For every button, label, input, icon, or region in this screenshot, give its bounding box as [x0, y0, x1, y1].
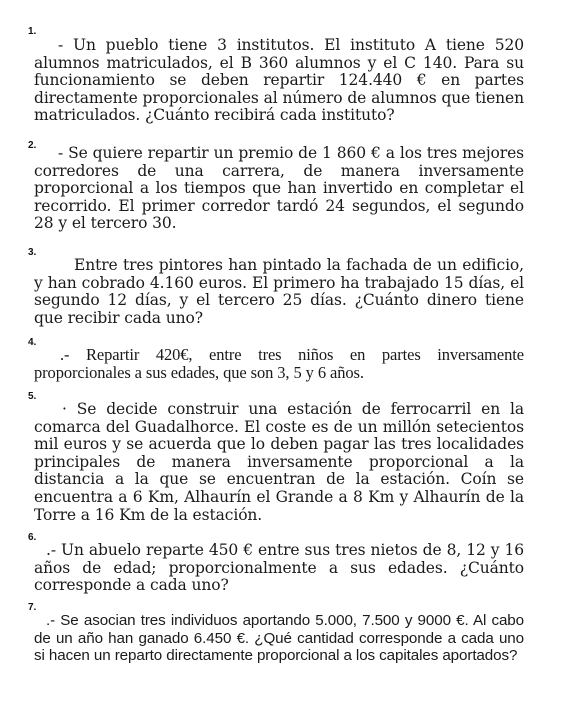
- problem-number-6: 6.: [28, 532, 37, 543]
- problem-text-2: - Se quiere repartir un premio de 1 860 € a los tres mejores corredores de una carrera, de manera inversamente proporcional a los tiempos que han invertido en completar el recorrido. El primer corredor tardó 24 segundos, el segundo 28 y el tercero 30.: [34, 144, 524, 233]
- problem-number-4: 4.: [28, 337, 37, 348]
- problem-number-1: 1.: [28, 26, 37, 37]
- problem-text-5: · Se decide construir una estación de ferrocarril en la comarca del Guadalhorce. El coste es de un millón setecientos mil euros y se acuerda que lo deben pagar las tres localidades principales de manera inversamente proporcional a la distancia a la que se encuentran de la estación. Coín se encuentra a 6 Km, Alhaurín el Grande a 8 Km y Alhaurín de la Torre a 16 Km de la estación.: [34, 400, 524, 524]
- problem-text-6: .- Un abuelo reparte 450 € entre sus tres nietos de 8, 12 y 16 años de edad; proporcionalmente a sus edades. ¿Cuánto corresponde a cada uno?: [34, 541, 524, 595]
- problem-number-7: 7.: [28, 602, 37, 613]
- problem-number-5: 5.: [28, 391, 37, 402]
- problem-text-4: .- Repartir 420€, entre tres niños en partes inversamente proporcionales a sus edades, que son 3, 5 y 6 años.: [34, 345, 524, 382]
- problem-text-7: .- Se asocian tres individuos aportando 5.000, 7.500 y 9000 €. Al cabo de un año han ganado 6.450 €. ¿Qué cantidad corresponde a cada uno si hacen un reparto directamente proporcional a los capitales aportados?: [34, 612, 524, 665]
- problem-text-1: - Un pueblo tiene 3 institutos. El instituto A tiene 520 alumnos matriculados, el B 360 alumnos y el C 140. Para su funcionamiento se deben repartir 124.440 € en partes directamente proporcionales al número de alumnos que tienen matriculados. ¿Cuánto recibirá cada instituto?: [34, 36, 524, 125]
- problem-text-3: Entre tres pintores han pintado la fachada de un edificio, y han cobrado 4.160 euros. El primero ha trabajado 15 días, el segundo 12 días, y el tercero 25 días. ¿Cuánto dinero tiene que recibir cada uno?: [34, 256, 524, 327]
- problem-number-2: 2.: [28, 140, 37, 151]
- problem-number-3: 3.: [28, 247, 37, 258]
